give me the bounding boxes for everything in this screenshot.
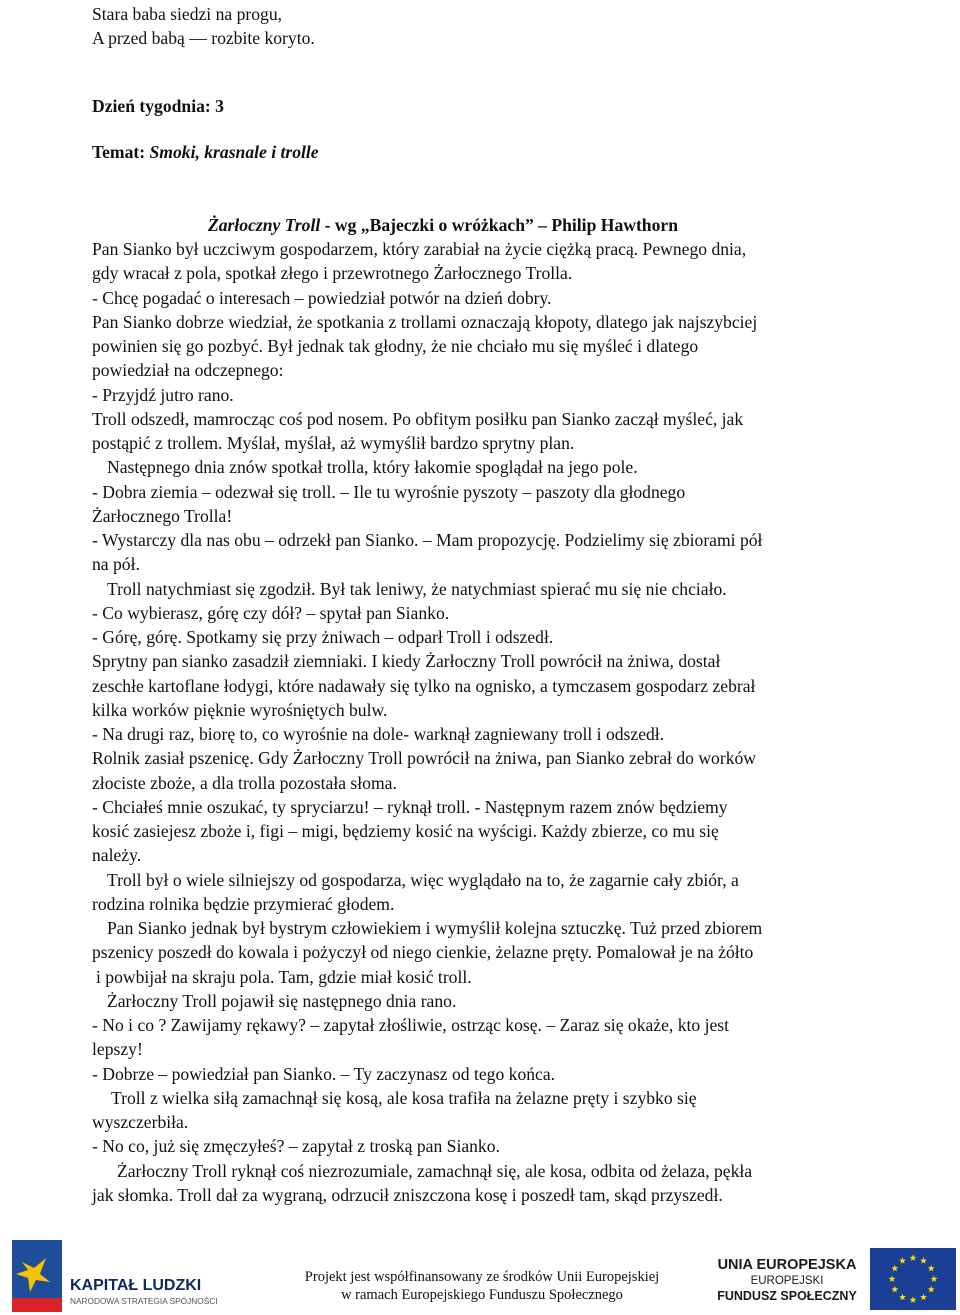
text-line: - Co wybierasz, górę czy dół? – spytał pan Sianko. xyxy=(92,603,450,623)
text-line: i powbijał na skraju pola. Tam, gdzie miał kosić troll. xyxy=(96,967,472,987)
text-line: na pół. xyxy=(92,554,140,574)
text-line: Troll odszedł, mamrocząc coś pod nosem. Po obfitym posiłku pan Sianko zaczął myśleć, jak xyxy=(92,409,744,429)
project-funding-line-2: w ramach Europejskiego Funduszu Społecznego xyxy=(341,1287,623,1303)
text-line: złociste zboże, a dla trolla pozostała słoma. xyxy=(92,773,397,793)
text-line xyxy=(92,140,319,164)
text-segment: Żarłoczny Troll xyxy=(208,215,321,235)
kapital-ludzki-red-band xyxy=(12,1298,62,1312)
text-line: - Wystarczy dla nas obu – odrzekł pan Sianko. – Mam propozycję. Podzielimy się zbiorami pół xyxy=(92,530,763,550)
text-line: lepszy! xyxy=(92,1039,143,1059)
project-funding-note xyxy=(262,1268,702,1304)
text-line: A przed babą — rozbite koryto. xyxy=(92,28,315,48)
text-line: Stara baba siedzi na progu, xyxy=(92,4,283,24)
text-line: Troll natychmiast się zgodził. Był tak leniwy, że natychmiast spierać mu się nie chciało. xyxy=(107,579,727,599)
text-line: Dzień tygodnia: 3 xyxy=(92,96,224,116)
text-line: Pan Sianko jednak był bystrym człowiekiem i wymyślił kolejna sztuczkę. Tuż przed zbiorem xyxy=(107,918,763,938)
eu-flag-icon xyxy=(870,1248,956,1310)
text-line: rodzina rolnika będzie przymierać głodem. xyxy=(92,894,395,914)
eu-label-european: EUROPEJSKI xyxy=(750,1275,824,1287)
text-line: Następnego dnia znów spotkał trolla, który łakomie spoglądał na jego pole. xyxy=(107,457,638,477)
text-line: Pan Sianko był uczciwym gospodarzem, który zarabiał na życie ciężką pracą. Pewnego dnia, xyxy=(92,239,747,259)
text-line: zeschłe kartoflane łodygi, które nadawały się tylko na ognisko, a tymczasem gospodarz zebrał xyxy=(92,676,756,696)
text-line: - Chciałeś mnie oszukać, ty spryciarzu! – ryknął troll. - Następnym razem znów będziemy xyxy=(92,797,728,817)
footer xyxy=(0,1232,960,1315)
text-line: Troll z wielka siłą zamachnął się kosą, ale kosa trafiła na żelazne pręty i szybko się xyxy=(111,1088,697,1108)
text-line xyxy=(208,213,678,237)
text-line: postąpić z trollem. Myślał, myślał, aż wymyślił bardzo sprytny plan. xyxy=(92,433,575,453)
project-funding-line-1: Projekt jest współfinansowany ze środków Unii Europejskiej xyxy=(304,1269,660,1285)
text-line: gdy wracał z pola, spotkał złego i przewrotnego Żarłocznego Trolla. xyxy=(92,263,573,283)
text-line: - Na drugi raz, biorę to, co wyrośnie na dole- warknął zagniewany troll i odszedł. xyxy=(92,724,665,744)
text-line: - Górę, górę. Spotkamy się przy żniwach – odparł Troll i odszedł. xyxy=(92,627,554,647)
text-line: Żarłocznego Trolla! xyxy=(92,506,233,526)
text-line: Sprytny pan sianko zasadził ziemniaki. I kiedy Żarłoczny Troll powrócił na żniwa, dostał xyxy=(92,651,721,671)
text-line: Pan Sianko dobrze wiedział, że spotkania z trollami oznaczają kłopoty, dlatego jak najszybciej xyxy=(92,312,758,332)
text-line: powiedział na odczepnego: xyxy=(92,360,284,380)
text-line: Rolnik zasiał pszenicę. Gdy Żarłoczny Troll powrócił na żniwa, pan Sianko zebrał do worków xyxy=(92,748,757,768)
text-line: jak słomka. Troll dał za wygraną, odrzucił zniszczona kosę i poszedł tam, skąd przyszedł. xyxy=(92,1185,723,1205)
kapital-ludzki-logo xyxy=(10,1240,240,1312)
text-segment: Temat: xyxy=(92,142,150,162)
eu-label-union: UNIA EUROPEJSKA xyxy=(717,1257,857,1273)
text-line: - Przyjdź jutro rano. xyxy=(92,385,234,405)
text-line: pszenicy poszedł do kowala i pożyczył od niego cienkie, żelazne pręty. Pomalował je na żółto xyxy=(92,942,754,962)
text-line: Żarłoczny Troll ryknął coś niezrozumiale, zamachnął się, ale kosa, odbita od żelaza, pękła xyxy=(117,1161,753,1181)
text-line: kilka worków pięknie wyrośniętych bulw. xyxy=(92,700,388,720)
text-line: powinien się go pozbyć. Był jednak tak głodny, że nie chciało mu się myśleć i dlatego xyxy=(92,336,699,356)
text-line: Żarłoczny Troll pojawił się następnego dnia rano. xyxy=(107,991,457,1011)
text-line: kosić zasiejesz zboże i, figi – migi, będziemy kosić na wyścigi. Każdy zbierze, co mu się xyxy=(92,821,719,841)
eu-label-social-fund: FUNDUSZ SPOŁECZNY xyxy=(717,1289,857,1303)
text-segment: Smoki, krasnale i trolle xyxy=(149,142,319,162)
kapital-ludzki-title: KAPITAŁ LUDZKI xyxy=(70,1277,202,1294)
text-segment: - wg „Bajeczki o wróżkach” – Philip Hawthorn xyxy=(320,215,678,235)
text-line: Troll był o wiele silniejszy od gospodarza, więc wyglądało na to, że zagarnie cały zbiór, a xyxy=(107,870,739,890)
text-line: - Dobrze – powiedział pan Sianko. – Ty zaczynasz od tego końca. xyxy=(92,1064,556,1084)
text-line: - No i co ? Zawijamy rękawy? – zapytał złośliwie, ostrząc kosę. – Zaraz się okaże, kto jest xyxy=(92,1015,730,1035)
kapital-ludzki-subtitle: NARODOWA STRATEGIA SPÓJNOŚCI xyxy=(70,1296,218,1306)
text-line: - Dobra ziemia – odezwał się troll. – Ile tu wyrośnie pyszoty – paszoty dla głodnego xyxy=(92,482,686,502)
text-line: należy. xyxy=(92,845,142,865)
eu-fund-label xyxy=(712,1256,862,1304)
text-line: wyszczerbiła. xyxy=(92,1112,189,1132)
text-line: - No co, już się zmęczyłeś? – zapytał z troską pan Sianko. xyxy=(92,1136,500,1156)
text-line: - Chcę pogadać o interesach – powiedział potwór na dzień dobry. xyxy=(92,288,552,308)
